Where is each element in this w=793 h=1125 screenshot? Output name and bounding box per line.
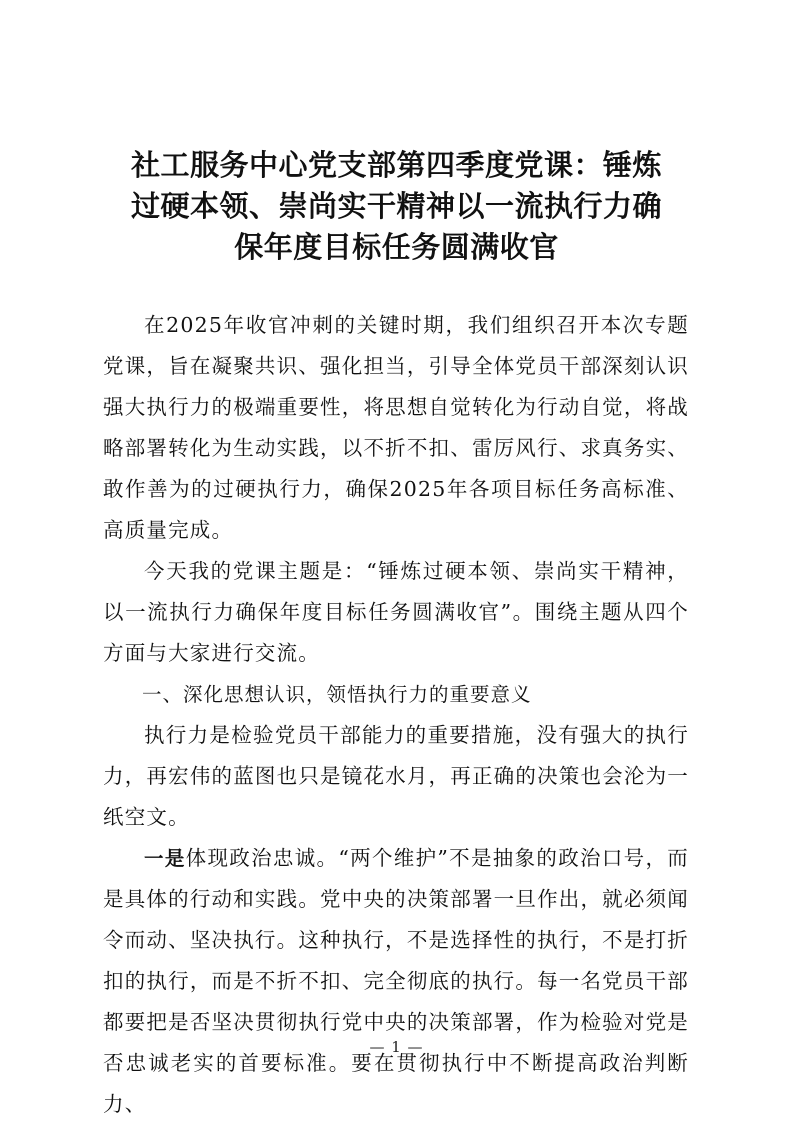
title-line-3: 保年度目标任务圆满收官 [234, 230, 559, 264]
point-text: 体现政治忠诚。“两个维护”不是抽象的政治口号，而是具体的行动和实践。党中央的决策部署一旦作出，就必须闻令而动、坚决执行。这种执行，不是选择性的执行，不是打折扣的执行，而是不折不扣、完全彻底的执行。每一名党员干部都要把是否坚决贯彻执行党中央的决策部署，作为检验对党是否忠诚老实的首要标准。要在贯彻执行中不断提高政治判断力、 [103, 846, 690, 1116]
page-number: — 1 — [369, 1038, 424, 1056]
title-line-2: 过硬本领、崇尚实干精神以一流执行力确 [130, 189, 662, 223]
section-paragraph: 执行力是检验党员干部能力的重要措施，没有强大的执行力，再宏伟的蓝图也只是镜花水月，再正确的决策也会沦为一纸空文。 [103, 723, 689, 829]
section-heading: 一、深化思想认识，领悟执行力的重要意义 [142, 683, 532, 706]
point-paragraph [103, 838, 689, 1125]
theme-paragraph: 今天我的党课主题是：“锤炼过硬本领、崇尚实干精神，以一流执行力确保年度目标任务圆满收官”。围绕主题从四个方面与大家进行交流。 [103, 559, 689, 665]
document-title [100, 145, 693, 268]
title-line-1: 社工服务中心党支部第四季度党课：锤炼 [130, 148, 662, 182]
point-lead: 一是 [144, 847, 186, 870]
intro-paragraph: 在2025年收官冲刺的关键时期，我们组织召开本次专题党课，旨在凝聚共识、强化担当，引导全体党员干部深刻认识强大执行力的极端重要性，将思想自觉转化为行动自觉，将战略部署转化为生动实践，以不折不扣、雷厉风行、求真务实、敢作善为的过硬执行力，确保2025年各项目标任务高标准、高质量完成。 [103, 313, 689, 542]
document-body [103, 305, 689, 1125]
